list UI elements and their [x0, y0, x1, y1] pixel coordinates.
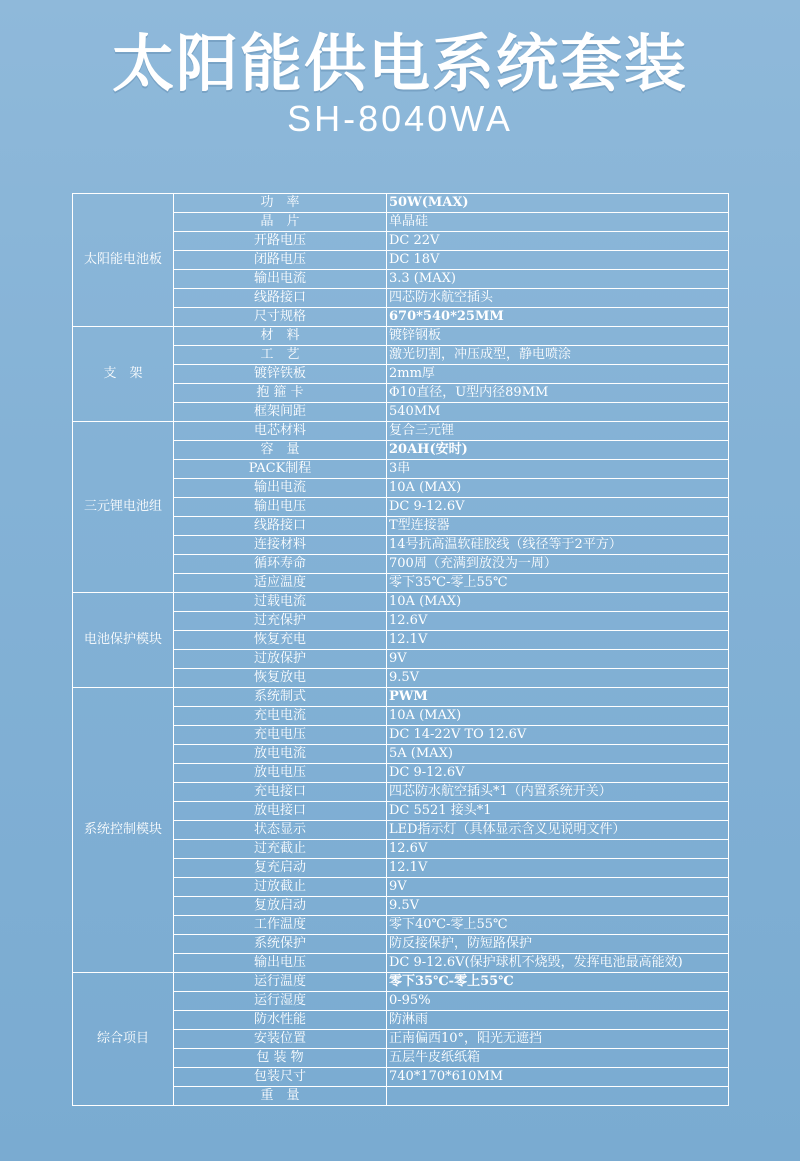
value-cell: PWM — [387, 688, 729, 707]
parameter-cell: 抱 箍 卡 — [174, 384, 387, 403]
value-cell: 9V — [387, 650, 729, 669]
parameter-cell: 包 装 物 — [174, 1049, 387, 1068]
table-row — [73, 194, 729, 213]
parameter-cell: 线路接口 — [174, 289, 387, 308]
parameter-cell: 晶 片 — [174, 213, 387, 232]
parameter-cell: 过充保护 — [174, 612, 387, 631]
value-cell: Φ10直径，U型内径89MM — [387, 384, 729, 403]
table-row — [73, 327, 729, 346]
value-cell — [387, 1087, 729, 1106]
category-cell: 系统控制模块 — [73, 688, 174, 973]
parameter-cell: 防水性能 — [174, 1011, 387, 1030]
table-row — [73, 422, 729, 441]
parameter-cell: 过放截止 — [174, 878, 387, 897]
value-cell: DC 5521 接头*1 — [387, 802, 729, 821]
parameter-cell: 线路接口 — [174, 517, 387, 536]
value-cell: 740*170*610MM — [387, 1068, 729, 1087]
value-cell: DC 22V — [387, 232, 729, 251]
value-cell: 9.5V — [387, 897, 729, 916]
value-cell: 防淋雨 — [387, 1011, 729, 1030]
value-cell: 3.3 (MAX) — [387, 270, 729, 289]
value-cell: 五层牛皮纸纸箱 — [387, 1049, 729, 1068]
value-cell: 复合三元锂 — [387, 422, 729, 441]
category-cell: 综合项目 — [73, 973, 174, 1106]
parameter-cell: 系统制式 — [174, 688, 387, 707]
value-cell: DC 18V — [387, 251, 729, 270]
value-cell: 5A (MAX) — [387, 745, 729, 764]
parameter-cell: 输出电压 — [174, 498, 387, 517]
parameter-cell: 电芯材料 — [174, 422, 387, 441]
spec-table-body — [73, 194, 729, 1106]
value-cell: 10A (MAX) — [387, 593, 729, 612]
parameter-cell: 输出电流 — [174, 270, 387, 289]
value-cell: 9.5V — [387, 669, 729, 688]
value-cell: 防反接保护，防短路保护 — [387, 935, 729, 954]
parameter-cell: 工 艺 — [174, 346, 387, 365]
parameter-cell: 充电电流 — [174, 707, 387, 726]
value-cell: 12.6V — [387, 612, 729, 631]
parameter-cell: 开路电压 — [174, 232, 387, 251]
page-title: 太阳能供电系统套装 — [111, 27, 688, 100]
parameter-cell: 过载电流 — [174, 593, 387, 612]
category-cell: 太阳能电池板 — [73, 194, 174, 327]
parameter-cell: 输出电压 — [174, 954, 387, 973]
parameter-cell: 充电接口 — [174, 783, 387, 802]
table-row — [73, 973, 729, 992]
table-row — [73, 593, 729, 612]
parameter-cell: 功 率 — [174, 194, 387, 213]
category-cell: 支 架 — [73, 327, 174, 422]
value-cell: 四芯防水航空插头*1（内置系统开关） — [387, 783, 729, 802]
value-cell: 670*540*25MM — [387, 308, 729, 327]
parameter-cell: 尺寸规格 — [174, 308, 387, 327]
value-cell: 3串 — [387, 460, 729, 479]
parameter-cell: 闭路电压 — [174, 251, 387, 270]
category-cell: 电池保护模块 — [73, 593, 174, 688]
value-cell: T型连接器 — [387, 517, 729, 536]
value-cell: 零下35℃-零上55℃ — [387, 973, 729, 992]
value-cell: 零下40℃-零上55℃ — [387, 916, 729, 935]
value-cell: 12.6V — [387, 840, 729, 859]
value-cell: 12.1V — [387, 859, 729, 878]
value-cell: 激光切割，冲压成型，静电喷涂 — [387, 346, 729, 365]
table-row — [73, 688, 729, 707]
value-cell: DC 14-22V TO 12.6V — [387, 726, 729, 745]
model-number: SH-8040WA — [287, 98, 513, 139]
parameter-cell: 适应温度 — [174, 574, 387, 593]
value-cell: 700周（充满到放没为一周） — [387, 555, 729, 574]
parameter-cell: 充电电压 — [174, 726, 387, 745]
parameter-cell: 过充截止 — [174, 840, 387, 859]
parameter-cell: 运行湿度 — [174, 992, 387, 1011]
value-cell: 0-95% — [387, 992, 729, 1011]
parameter-cell: 状态显示 — [174, 821, 387, 840]
parameter-cell: 恢复充电 — [174, 631, 387, 650]
value-cell: 12.1V — [387, 631, 729, 650]
value-cell: 四芯防水航空插头 — [387, 289, 729, 308]
parameter-cell: 材 料 — [174, 327, 387, 346]
value-cell: 50W(MAX) — [387, 194, 729, 213]
parameter-cell: 放电电压 — [174, 764, 387, 783]
parameter-cell: 恢复放电 — [174, 669, 387, 688]
value-cell: 540MM — [387, 403, 729, 422]
value-cell: 正南偏西10°，阳光无遮挡 — [387, 1030, 729, 1049]
value-cell: 14号抗高温软硅胶线（线径等于2平方） — [387, 536, 729, 555]
parameter-cell: 安装位置 — [174, 1030, 387, 1049]
parameter-cell: 连接材料 — [174, 536, 387, 555]
parameter-cell: 重 量 — [174, 1087, 387, 1106]
value-cell: 镀锌钢板 — [387, 327, 729, 346]
parameter-cell: 运行温度 — [174, 973, 387, 992]
value-cell: 单晶硅 — [387, 213, 729, 232]
spec-table — [72, 193, 729, 1106]
value-cell: 2mm厚 — [387, 365, 729, 384]
parameter-cell: 包装尺寸 — [174, 1068, 387, 1087]
parameter-cell: PACK制程 — [174, 460, 387, 479]
parameter-cell: 复充启动 — [174, 859, 387, 878]
parameter-cell: 系统保护 — [174, 935, 387, 954]
value-cell: DC 9-12.6V — [387, 764, 729, 783]
value-cell: 9V — [387, 878, 729, 897]
parameter-cell: 工作温度 — [174, 916, 387, 935]
value-cell: 零下35℃-零上55℃ — [387, 574, 729, 593]
value-cell: DC 9-12.6V — [387, 498, 729, 517]
parameter-cell: 循环寿命 — [174, 555, 387, 574]
parameter-cell: 输出电流 — [174, 479, 387, 498]
parameter-cell: 框架间距 — [174, 403, 387, 422]
value-cell: 10A (MAX) — [387, 479, 729, 498]
parameter-cell: 镀锌铁板 — [174, 365, 387, 384]
parameter-cell: 复放启动 — [174, 897, 387, 916]
parameter-cell: 放电电流 — [174, 745, 387, 764]
value-cell: LED指示灯（具体显示含义见说明文件） — [387, 821, 729, 840]
category-cell: 三元锂电池组 — [73, 422, 174, 593]
value-cell: 20AH(安时) — [387, 441, 729, 460]
parameter-cell: 过放保护 — [174, 650, 387, 669]
value-cell: DC 9-12.6V(保护球机不烧毁，发挥电池最高能效) — [387, 954, 729, 973]
value-cell: 10A (MAX) — [387, 707, 729, 726]
parameter-cell: 放电接口 — [174, 802, 387, 821]
parameter-cell: 容 量 — [174, 441, 387, 460]
